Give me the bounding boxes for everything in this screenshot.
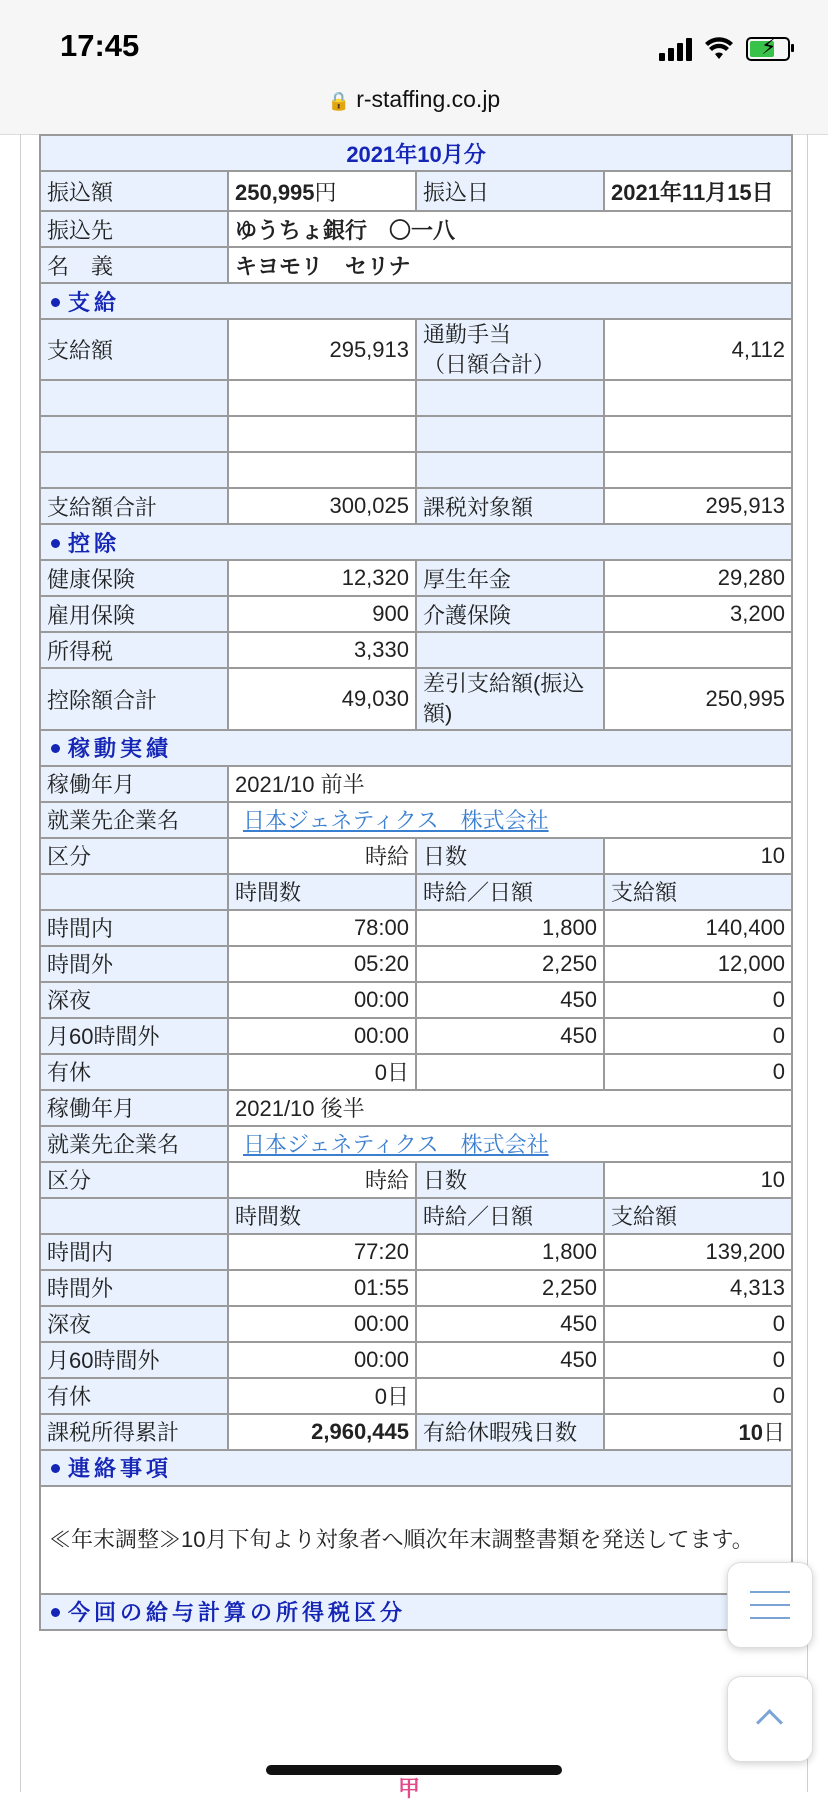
row-label: 時間外 xyxy=(40,946,228,982)
amount-cell: 0 xyxy=(604,1306,792,1342)
days-value: 10 xyxy=(604,838,792,874)
amount-cell: 4,313 xyxy=(604,1270,792,1306)
income-tax-label: 所得税 xyxy=(40,632,228,668)
month-heading: 2021年10月分 xyxy=(40,135,792,171)
row-label: 深夜 xyxy=(40,1306,228,1342)
rate-cell: 450 xyxy=(416,1306,604,1342)
transfer-dest-label: 振込先 xyxy=(40,211,228,247)
type-label: 区分 xyxy=(40,1162,228,1198)
pay-label: 支給額 xyxy=(40,319,228,380)
battery-charging-icon: ⚡ xyxy=(746,37,790,61)
rate-cell: 450 xyxy=(416,982,604,1018)
row-label: 時間内 xyxy=(40,1234,228,1270)
care-insurance-label: 介護保険 xyxy=(416,596,604,632)
amount-cell: 0 xyxy=(604,982,792,1018)
table-row xyxy=(40,982,792,1018)
row-label: 時間外 xyxy=(40,1270,228,1306)
table-row xyxy=(40,946,792,982)
amount-cell: 140,400 xyxy=(604,910,792,946)
col-rate-header: 時給／日額 xyxy=(416,1198,604,1234)
menu-button[interactable] xyxy=(727,1562,813,1648)
amount-cell: 0 xyxy=(604,1342,792,1378)
hours-cell: 0日 xyxy=(228,1378,416,1414)
cellular-signal-icon xyxy=(659,37,692,61)
table-row xyxy=(40,1234,792,1270)
col-hours-header: 時間数 xyxy=(228,874,416,910)
company-label: 就業先企業名 xyxy=(40,1126,228,1162)
company-link[interactable]: 日本ジェネティクス 株式会社 xyxy=(243,1132,549,1158)
tax-category-value: 甲 xyxy=(398,1777,421,1802)
net-pay-value: 250,995 xyxy=(604,668,792,729)
hours-cell: 0日 xyxy=(228,1054,416,1090)
net-pay-label: 差引支給額(振込額) xyxy=(416,668,604,729)
rate-cell: 1,800 xyxy=(416,1234,604,1270)
url-bar[interactable] xyxy=(0,86,828,113)
employment-insurance-value: 900 xyxy=(228,596,416,632)
row-label: 有休 xyxy=(40,1054,228,1090)
section-deduction: 控除 xyxy=(40,524,792,560)
rate-cell: 450 xyxy=(416,1342,604,1378)
wifi-icon xyxy=(704,37,734,61)
cumulative-income-label: 課税所得累計 xyxy=(40,1414,228,1450)
row-label: 月60時間外 xyxy=(40,1018,228,1054)
row-label: 時間内 xyxy=(40,910,228,946)
type-value: 時給 xyxy=(228,1162,416,1198)
hours-cell: 05:20 xyxy=(228,946,416,982)
col-rate-header: 時給／日額 xyxy=(416,874,604,910)
pension-label: 厚生年金 xyxy=(416,560,604,596)
table-row xyxy=(40,910,792,946)
amount-cell: 0 xyxy=(604,1054,792,1090)
taxable-value: 295,913 xyxy=(604,488,792,524)
hours-cell: 78:00 xyxy=(228,910,416,946)
scroll-top-button[interactable] xyxy=(727,1676,813,1762)
rate-cell: 2,250 xyxy=(416,1270,604,1306)
table-row xyxy=(40,1306,792,1342)
status-and-url-bar xyxy=(0,0,828,135)
work-period-value: 2021/10 前半 xyxy=(228,766,792,802)
page-content xyxy=(20,134,808,1792)
status-time: 17:45 xyxy=(60,28,140,63)
hours-cell: 00:00 xyxy=(228,982,416,1018)
employment-insurance-label: 雇用保険 xyxy=(40,596,228,632)
amount-cell: 0 xyxy=(604,1018,792,1054)
pay-total-label: 支給額合計 xyxy=(40,488,228,524)
company-label: 就業先企業名 xyxy=(40,802,228,838)
section-payment: 支給 xyxy=(40,283,792,319)
transfer-date-value: 2021年11月15日 xyxy=(604,171,792,211)
work-period-value: 2021/10 後半 xyxy=(228,1090,792,1126)
table-row xyxy=(40,1270,792,1306)
table-row xyxy=(40,1342,792,1378)
paid-leave-label: 有給休暇残日数 xyxy=(416,1414,604,1450)
row-label: 月60時間外 xyxy=(40,1342,228,1378)
type-label: 区分 xyxy=(40,838,228,874)
hours-cell: 77:20 xyxy=(228,1234,416,1270)
paid-leave-value: 10日 xyxy=(604,1414,792,1450)
rate-cell: 450 xyxy=(416,1018,604,1054)
work-period-label: 稼働年月 xyxy=(40,1090,228,1126)
hours-cell: 00:00 xyxy=(228,1342,416,1378)
hours-cell: 00:00 xyxy=(228,1306,416,1342)
deduction-total-label: 控除額合計 xyxy=(40,668,228,729)
lock-icon: 🔒 xyxy=(327,91,351,111)
income-tax-value: 3,330 xyxy=(228,632,416,668)
notice-text: ≪年末調整≫10月下旬より対象者へ順次年末調整書類を発送してます。 xyxy=(40,1486,792,1594)
amount-cell: 12,000 xyxy=(604,946,792,982)
health-insurance-label: 健康保険 xyxy=(40,560,228,596)
account-name-value: キヨモリ セリナ xyxy=(228,247,792,283)
transfer-amount-value: 250,995円 xyxy=(228,171,416,211)
rate-cell: 1,800 xyxy=(416,910,604,946)
col-amount-header: 支給額 xyxy=(604,874,792,910)
payslip-table xyxy=(39,134,793,1631)
section-notice: 連絡事項 xyxy=(40,1450,792,1486)
section-work-record: 稼動実績 xyxy=(40,730,792,766)
pension-value: 29,280 xyxy=(604,560,792,596)
days-label: 日数 xyxy=(416,838,604,874)
rate-cell: 2,250 xyxy=(416,946,604,982)
care-insurance-value: 3,200 xyxy=(604,596,792,632)
amount-cell: 139,200 xyxy=(604,1234,792,1270)
hours-cell: 01:55 xyxy=(228,1270,416,1306)
hours-cell: 00:00 xyxy=(228,1018,416,1054)
type-value: 時給 xyxy=(228,838,416,874)
account-name-label: 名 義 xyxy=(40,247,228,283)
days-value: 10 xyxy=(604,1162,792,1198)
col-hours-header: 時間数 xyxy=(228,1198,416,1234)
table-row xyxy=(40,1378,792,1414)
status-icons xyxy=(659,34,790,64)
row-label: 深夜 xyxy=(40,982,228,1018)
taxable-label: 課税対象額 xyxy=(416,488,604,524)
deduction-total-value: 49,030 xyxy=(228,668,416,729)
commute-value: 4,112 xyxy=(604,319,792,380)
transfer-date-label: 振込日 xyxy=(416,171,604,211)
company-link[interactable]: 日本ジェネティクス 株式会社 xyxy=(243,808,549,834)
cumulative-income-value: 2,960,445 xyxy=(228,1414,416,1450)
health-insurance-value: 12,320 xyxy=(228,560,416,596)
transfer-dest-value: ゆうちょ銀行 〇一八 xyxy=(228,211,792,247)
table-row xyxy=(40,1054,792,1090)
days-label: 日数 xyxy=(416,1162,604,1198)
transfer-amount-label: 振込額 xyxy=(40,171,228,211)
section-tax-category: 今回の給与計算の所得税区分 xyxy=(40,1594,792,1630)
row-label: 有休 xyxy=(40,1378,228,1414)
table-row xyxy=(40,1018,792,1054)
amount-cell: 0 xyxy=(604,1378,792,1414)
col-amount-header: 支給額 xyxy=(604,1198,792,1234)
home-indicator xyxy=(266,1765,562,1775)
commute-label: 通勤手当 （日額合計） xyxy=(416,319,604,380)
pay-total-value: 300,025 xyxy=(228,488,416,524)
chevron-up-icon xyxy=(756,1709,783,1736)
work-period-label: 稼働年月 xyxy=(40,766,228,802)
url-text: r-staffing.co.jp xyxy=(356,86,501,112)
pay-value: 295,913 xyxy=(228,319,416,380)
